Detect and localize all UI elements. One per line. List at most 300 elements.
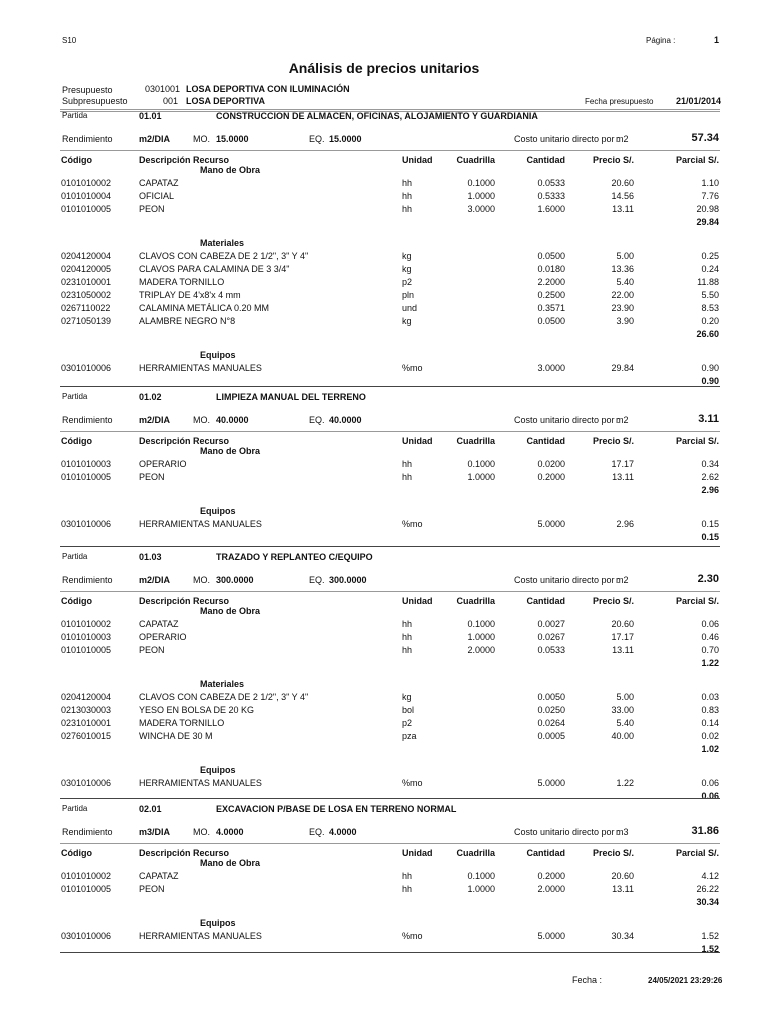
resource-category: Materiales	[200, 238, 245, 248]
resource-parcial: 0.02	[701, 731, 719, 741]
resource-row	[0, 363, 768, 376]
resource-cantidad: 0.2500	[537, 290, 565, 300]
resource-precio: 13.36	[611, 264, 634, 274]
resource-cantidad: 0.3571	[537, 303, 565, 313]
resource-description: ALAMBRE NEGRO N°8	[139, 316, 236, 326]
costo-unitario-label: Costo unitario directo por :	[514, 134, 620, 144]
resource-unit: hh	[402, 459, 413, 469]
eq-label: EQ.	[309, 575, 325, 585]
resource-precio: 33.00	[611, 705, 634, 715]
resource-category: Mano de Obra	[200, 606, 261, 616]
resource-unit: hh	[402, 178, 413, 188]
resource-unit: kg	[402, 692, 412, 702]
resource-unit: hh	[402, 884, 413, 894]
mo-label: MO.	[193, 134, 210, 144]
resource-code: 0276010015	[61, 731, 112, 741]
header-parcial: Parcial S/.	[675, 848, 719, 858]
resource-cantidad: 0.0267	[537, 632, 565, 642]
eq-value: 40.0000	[329, 415, 362, 425]
resource-code: 0101010003	[61, 632, 112, 642]
resource-parcial: 4.12	[701, 871, 719, 881]
rendimiento-unit: m3/DIA	[139, 827, 171, 837]
resource-parcial: 0.34	[701, 459, 719, 469]
partida-label: Partida	[62, 804, 88, 813]
mo-value: 15.0000	[216, 134, 249, 144]
header-precio: Precio S/.	[592, 155, 634, 165]
resource-row	[0, 277, 768, 290]
resource-precio: 5.40	[616, 277, 634, 287]
resource-row	[0, 778, 768, 791]
resource-precio: 13.11	[612, 204, 634, 214]
resource-description: CAPATAZ	[139, 619, 179, 629]
resource-category: Equipos	[200, 765, 236, 775]
resource-cantidad: 2.0000	[537, 884, 565, 894]
resource-code: 0101010004	[61, 191, 112, 201]
partida-label: Partida	[62, 392, 88, 401]
rendimiento-rule	[60, 843, 720, 844]
resource-category: Mano de Obra	[200, 858, 261, 868]
resource-precio: 20.60	[611, 871, 634, 881]
resource-precio: 29.84	[611, 363, 634, 373]
resource-cantidad: 0.0250	[537, 705, 565, 715]
footer-fecha-label: Fecha :	[572, 975, 603, 985]
resource-cantidad: 0.0050	[537, 692, 565, 702]
resource-description: HERRAMIENTAS MANUALES	[139, 778, 262, 788]
costo-unitario-label: Costo unitario directo por :	[514, 827, 620, 837]
resource-parcial: 1.52	[701, 931, 719, 941]
resource-code: 0101010005	[61, 472, 112, 482]
resource-parcial: 0.24	[701, 264, 719, 274]
resource-description: PEON	[139, 472, 165, 482]
header-cuadrilla: Cuadrilla	[456, 155, 495, 165]
resource-cantidad: 5.0000	[537, 931, 565, 941]
resource-parcial: 0.03	[701, 692, 719, 702]
mo-label: MO.	[193, 415, 210, 425]
page-number: 1	[714, 35, 720, 45]
resource-cantidad: 0.0500	[537, 316, 565, 326]
resource-cuadrilla: 0.1000	[467, 871, 495, 881]
resource-description: CALAMINA METÁLICA 0.20 MM	[139, 303, 270, 313]
resource-cuadrilla: 1.0000	[467, 884, 495, 894]
resource-unit: und	[402, 303, 418, 313]
resource-unit: hh	[402, 871, 413, 881]
partida-code: 01.01	[139, 111, 162, 121]
mo-value: 4.0000	[216, 827, 244, 837]
header-precio: Precio S/.	[592, 436, 634, 446]
resource-cuadrilla: 0.1000	[467, 619, 495, 629]
resource-category: Mano de Obra	[200, 446, 261, 456]
resource-category: Materiales	[200, 679, 245, 689]
resource-description: MADERA TORNILLO	[139, 718, 225, 728]
partida-top-rule	[60, 386, 720, 387]
resource-row	[0, 191, 768, 204]
eq-value: 15.0000	[329, 134, 362, 144]
rendimiento-label: Rendimiento	[62, 827, 113, 837]
resource-parcial: 0.90	[701, 363, 719, 373]
resource-precio: 40.00	[611, 731, 634, 741]
resource-unit: hh	[402, 645, 413, 655]
header-unidad: Unidad	[402, 436, 433, 446]
resource-row	[0, 731, 768, 744]
resource-unit: pln	[402, 290, 415, 300]
resource-row	[0, 705, 768, 718]
resource-unit: hh	[402, 632, 413, 642]
resource-precio: 5.40	[616, 718, 634, 728]
resource-code: 0231050002	[61, 290, 112, 300]
partida-label: Partida	[62, 552, 88, 561]
presupuesto-name: LOSA DEPORTIVA CON ILUMINACIÓN	[186, 84, 350, 94]
resource-unit: %mo	[402, 778, 423, 788]
resource-code: 0204120004	[61, 692, 112, 702]
resource-cantidad: 3.0000	[537, 363, 565, 373]
partida-top-rule	[60, 546, 720, 547]
resource-parcial: 0.06	[701, 619, 719, 629]
resource-cantidad: 0.0005	[537, 731, 565, 741]
category-subtotal: 0.90	[701, 376, 719, 386]
resource-unit: kg	[402, 251, 412, 261]
fecha-presupuesto: 21/01/2014	[676, 96, 722, 106]
header-cantidad: Cantidad	[526, 155, 565, 165]
resource-parcial: 2.62	[701, 472, 719, 482]
resource-code: 0101010002	[61, 178, 112, 188]
resource-code: 0301010006	[61, 519, 112, 529]
category-subtotal: 30.34	[696, 897, 719, 907]
category-subtotal: 29.84	[696, 217, 719, 227]
partida-name: TRAZADO Y REPLANTEO C/EQUIPO	[216, 552, 373, 562]
header-cantidad: Cantidad	[526, 436, 565, 446]
mo-value: 300.0000	[216, 575, 254, 585]
costo-unitario-label: Costo unitario directo por :	[514, 415, 620, 425]
resource-precio: 17.17	[611, 459, 634, 469]
header-cuadrilla: Cuadrilla	[456, 436, 495, 446]
category-subtotal: 2.96	[701, 485, 719, 495]
presupuesto-label: Presupuesto	[62, 85, 113, 95]
costo-unitario-label: Costo unitario directo por :	[514, 575, 620, 585]
resource-category: Equipos	[200, 506, 236, 516]
costo-unit: m3	[616, 827, 629, 837]
resource-description: YESO EN BOLSA DE 20 KG	[139, 705, 255, 715]
header-codigo: Código	[61, 848, 92, 858]
partida-code: 01.02	[139, 392, 162, 402]
resource-description: TRIPLAY DE 4'x8'x 4 mm	[139, 290, 241, 300]
header-unidad: Unidad	[402, 596, 433, 606]
header-unidad: Unidad	[402, 848, 433, 858]
resource-precio: 13.11	[612, 472, 634, 482]
header-precio: Precio S/.	[592, 596, 634, 606]
resource-unit: pza	[402, 731, 417, 741]
resource-description: CLAVOS CON CABEZA DE 2 1/2", 3" Y 4"	[139, 251, 309, 261]
resource-precio: 23.90	[611, 303, 634, 313]
rendimiento-rule	[60, 150, 720, 151]
resource-cantidad: 0.5333	[537, 191, 565, 201]
resource-parcial: 5.50	[701, 290, 719, 300]
resource-row	[0, 316, 768, 329]
resource-description: CAPATAZ	[139, 178, 179, 188]
resource-cantidad: 0.0027	[537, 619, 565, 629]
resource-parcial: 0.15	[701, 519, 719, 529]
subpresupuesto-name: LOSA DEPORTIVA	[186, 96, 266, 106]
category-subtotal: 0.06	[701, 791, 719, 801]
header-cuadrilla: Cuadrilla	[456, 848, 495, 858]
page-title: Análisis de precios unitarios	[288, 60, 480, 76]
partida-top-rule	[60, 109, 720, 110]
rendimiento-unit: m2/DIA	[139, 134, 171, 144]
rendimiento-label: Rendimiento	[62, 575, 113, 585]
resource-description: OFICIAL	[139, 191, 175, 201]
resource-precio: 22.00	[611, 290, 634, 300]
header-descripcion: Descripción Recurso	[139, 436, 230, 446]
resource-cantidad: 0.0500	[537, 251, 565, 261]
resource-cantidad: 0.2000	[537, 871, 565, 881]
resource-code: 0101010002	[61, 871, 112, 881]
costo-total: 57.34	[691, 132, 719, 144]
eq-label: EQ.	[309, 415, 325, 425]
resource-code: 0204120005	[61, 264, 112, 274]
resource-row	[0, 519, 768, 532]
resource-row	[0, 178, 768, 191]
rendimiento-unit: m2/DIA	[139, 575, 171, 585]
eq-value: 4.0000	[329, 827, 357, 837]
resource-description: OPERARIO	[139, 632, 187, 642]
header-codigo: Código	[61, 596, 92, 606]
header-codigo: Código	[61, 155, 92, 165]
resource-row	[0, 871, 768, 884]
resource-description: HERRAMIENTAS MANUALES	[139, 931, 262, 941]
page-label: Página :	[646, 36, 676, 45]
resource-code: 0101010005	[61, 204, 112, 214]
report-code: S10	[62, 36, 77, 45]
resource-parcial: 7.76	[701, 191, 719, 201]
resource-parcial: 1.10	[701, 178, 719, 188]
resource-precio: 5.00	[616, 692, 634, 702]
resource-parcial: 11.88	[697, 277, 719, 287]
resource-code: 0301010006	[61, 363, 112, 373]
resource-unit: %mo	[402, 363, 423, 373]
resource-row	[0, 632, 768, 645]
resource-precio: 3.90	[616, 316, 634, 326]
resource-precio: 30.34	[611, 931, 634, 941]
resource-unit: bol	[402, 705, 415, 715]
resource-row	[0, 884, 768, 897]
resource-unit: hh	[402, 204, 413, 214]
costo-total: 31.86	[691, 825, 719, 837]
resource-code: 0301010006	[61, 778, 112, 788]
header-descripcion: Descripción Recurso	[139, 596, 230, 606]
resource-unit: kg	[402, 264, 412, 274]
resource-row	[0, 264, 768, 277]
subpresupuesto-label: Subpresupuesto	[62, 96, 128, 106]
resource-category: Mano de Obra	[200, 165, 261, 175]
resource-description: WINCHA DE 30 M	[139, 731, 213, 741]
partida-code: 02.01	[139, 804, 162, 814]
resource-code: 0267110022	[61, 303, 111, 313]
resource-parcial: 8.53	[701, 303, 719, 313]
eq-label: EQ.	[309, 827, 325, 837]
resource-code: 0204120004	[61, 251, 112, 261]
rendimiento-unit: m2/DIA	[139, 415, 171, 425]
header-parcial: Parcial S/.	[675, 596, 719, 606]
category-subtotal: 1.02	[701, 744, 719, 754]
resource-parcial: 26.22	[696, 884, 719, 894]
resource-precio: 5.00	[616, 251, 634, 261]
resource-unit: kg	[402, 316, 412, 326]
partida-code: 01.03	[139, 552, 162, 562]
resource-parcial: 0.25	[701, 251, 719, 261]
resource-code: 0101010005	[61, 645, 112, 655]
resource-description: CLAVOS CON CABEZA DE 2 1/2", 3" Y 4"	[139, 692, 309, 702]
costo-unit: m2	[616, 575, 629, 585]
resource-cantidad: 5.0000	[537, 519, 565, 529]
resource-row	[0, 472, 768, 485]
resource-precio: 20.60	[611, 619, 634, 629]
resource-cantidad: 0.0200	[537, 459, 565, 469]
resource-unit: p2	[402, 718, 413, 728]
resource-code: 0213030003	[61, 705, 112, 715]
costo-unit: m2	[616, 134, 629, 144]
resource-cantidad: 0.0533	[537, 645, 565, 655]
mo-label: MO.	[193, 575, 210, 585]
resource-row	[0, 931, 768, 944]
resource-row	[0, 645, 768, 658]
mo-label: MO.	[193, 827, 210, 837]
resource-description: PEON	[139, 645, 165, 655]
resource-parcial: 0.70	[701, 645, 719, 655]
resource-precio: 1.22	[616, 778, 634, 788]
column-header	[0, 436, 768, 449]
resource-cantidad: 0.0533	[537, 178, 565, 188]
category-subtotal: 0.15	[701, 532, 719, 542]
footer-fecha-value: 24/05/2021 23:29:26	[648, 976, 723, 985]
resource-code: 0101010005	[61, 884, 112, 894]
resource-cuadrilla: 1.0000	[467, 472, 495, 482]
resource-description: PEON	[139, 884, 165, 894]
resource-precio: 13.11	[612, 884, 634, 894]
resource-description: HERRAMIENTAS MANUALES	[139, 363, 262, 373]
resource-parcial: 0.06	[701, 778, 719, 788]
costo-total: 3.11	[698, 413, 719, 425]
header-parcial: Parcial S/.	[675, 155, 719, 165]
category-subtotal: 1.22	[701, 658, 719, 668]
category-subtotal: 1.52	[701, 944, 719, 954]
resource-parcial: 0.46	[701, 632, 719, 642]
resource-description: HERRAMIENTAS MANUALES	[139, 519, 262, 529]
resource-cantidad: 1.6000	[537, 204, 565, 214]
resource-precio: 20.60	[611, 178, 634, 188]
rendimiento-rule	[60, 591, 720, 592]
category-subtotal: 26.60	[696, 329, 719, 339]
column-header	[0, 155, 768, 168]
resource-parcial: 0.83	[701, 705, 719, 715]
header-parcial: Parcial S/.	[675, 436, 719, 446]
costo-total: 2.30	[697, 573, 719, 585]
resource-precio: 13.11	[612, 645, 634, 655]
resource-cantidad: 0.2000	[537, 472, 565, 482]
resource-parcial: 0.14	[701, 718, 719, 728]
partida-name: CONSTRUCCION DE ALMACEN, OFICINAS, ALOJAMIENTO Y GUARDIANIA	[216, 111, 538, 121]
column-header	[0, 848, 768, 861]
partida-label: Partida	[62, 111, 88, 120]
resource-row	[0, 290, 768, 303]
header-precio: Precio S/.	[592, 848, 634, 858]
resource-category: Equipos	[200, 918, 236, 928]
resource-category: Equipos	[200, 350, 236, 360]
resource-row	[0, 692, 768, 705]
resource-code: 0101010002	[61, 619, 112, 629]
header-descripcion: Descripción Recurso	[139, 848, 230, 858]
resource-precio: 2.96	[616, 519, 634, 529]
resource-row	[0, 459, 768, 472]
fecha-presupuesto-label: Fecha presupuesto	[585, 97, 654, 106]
header-cantidad: Cantidad	[526, 596, 565, 606]
column-header	[0, 596, 768, 609]
header-cantidad: Cantidad	[526, 848, 565, 858]
resource-description: MADERA TORNILLO	[139, 277, 225, 287]
resource-description: CLAVOS PARA CALAMINA DE 3 3/4"	[139, 264, 290, 274]
header-cuadrilla: Cuadrilla	[456, 596, 495, 606]
rendimiento-label: Rendimiento	[62, 415, 113, 425]
resource-cantidad: 0.0180	[537, 264, 565, 274]
partida-name: EXCAVACION P/BASE DE LOSA EN TERRENO NORMAL	[216, 804, 457, 814]
resource-unit: %mo	[402, 931, 423, 941]
costo-unit: m2	[616, 415, 629, 425]
resource-description: CAPATAZ	[139, 871, 179, 881]
resource-parcial: 20.98	[696, 204, 719, 214]
resource-code: 0231010001	[61, 277, 112, 287]
resource-row	[0, 251, 768, 264]
resource-parcial: 0.20	[701, 316, 719, 326]
resource-code: 0231010001	[61, 718, 112, 728]
resource-cuadrilla: 3.0000	[467, 204, 495, 214]
subpresupuesto-code: 001	[163, 96, 179, 106]
eq-value: 300.0000	[329, 575, 367, 585]
resource-unit: hh	[402, 472, 413, 482]
resource-row	[0, 718, 768, 731]
bottom-rule	[60, 952, 720, 953]
resource-description: PEON	[139, 204, 165, 214]
header-codigo: Código	[61, 436, 92, 446]
resource-cantidad: 0.0264	[537, 718, 565, 728]
resource-row	[0, 204, 768, 217]
resource-cuadrilla: 1.0000	[467, 191, 495, 201]
presupuesto-code: 0301001	[145, 84, 181, 94]
resource-unit: hh	[402, 191, 413, 201]
resource-code: 0301010006	[61, 931, 112, 941]
partida-top-rule	[60, 798, 720, 799]
resource-row	[0, 619, 768, 632]
resource-cuadrilla: 1.0000	[467, 632, 495, 642]
resource-code: 0101010003	[61, 459, 112, 469]
resource-unit: hh	[402, 619, 413, 629]
resource-description: OPERARIO	[139, 459, 187, 469]
resource-cuadrilla: 0.1000	[467, 459, 495, 469]
header-unidad: Unidad	[402, 155, 433, 165]
resource-code: 0271050139	[61, 316, 112, 326]
resource-precio: 17.17	[611, 632, 634, 642]
resource-cuadrilla: 0.1000	[467, 178, 495, 188]
eq-label: EQ.	[309, 134, 325, 144]
resource-cuadrilla: 2.0000	[467, 645, 495, 655]
resource-row	[0, 303, 768, 316]
resource-unit: %mo	[402, 519, 423, 529]
rendimiento-rule	[60, 431, 720, 432]
header-descripcion: Descripción Recurso	[139, 155, 230, 165]
partida-name: LIMPIEZA MANUAL DEL TERRENO	[216, 392, 366, 402]
resource-unit: p2	[402, 277, 413, 287]
rendimiento-label: Rendimiento	[62, 134, 113, 144]
resource-precio: 14.56	[611, 191, 634, 201]
resource-cantidad: 2.2000	[537, 277, 565, 287]
mo-value: 40.0000	[216, 415, 249, 425]
